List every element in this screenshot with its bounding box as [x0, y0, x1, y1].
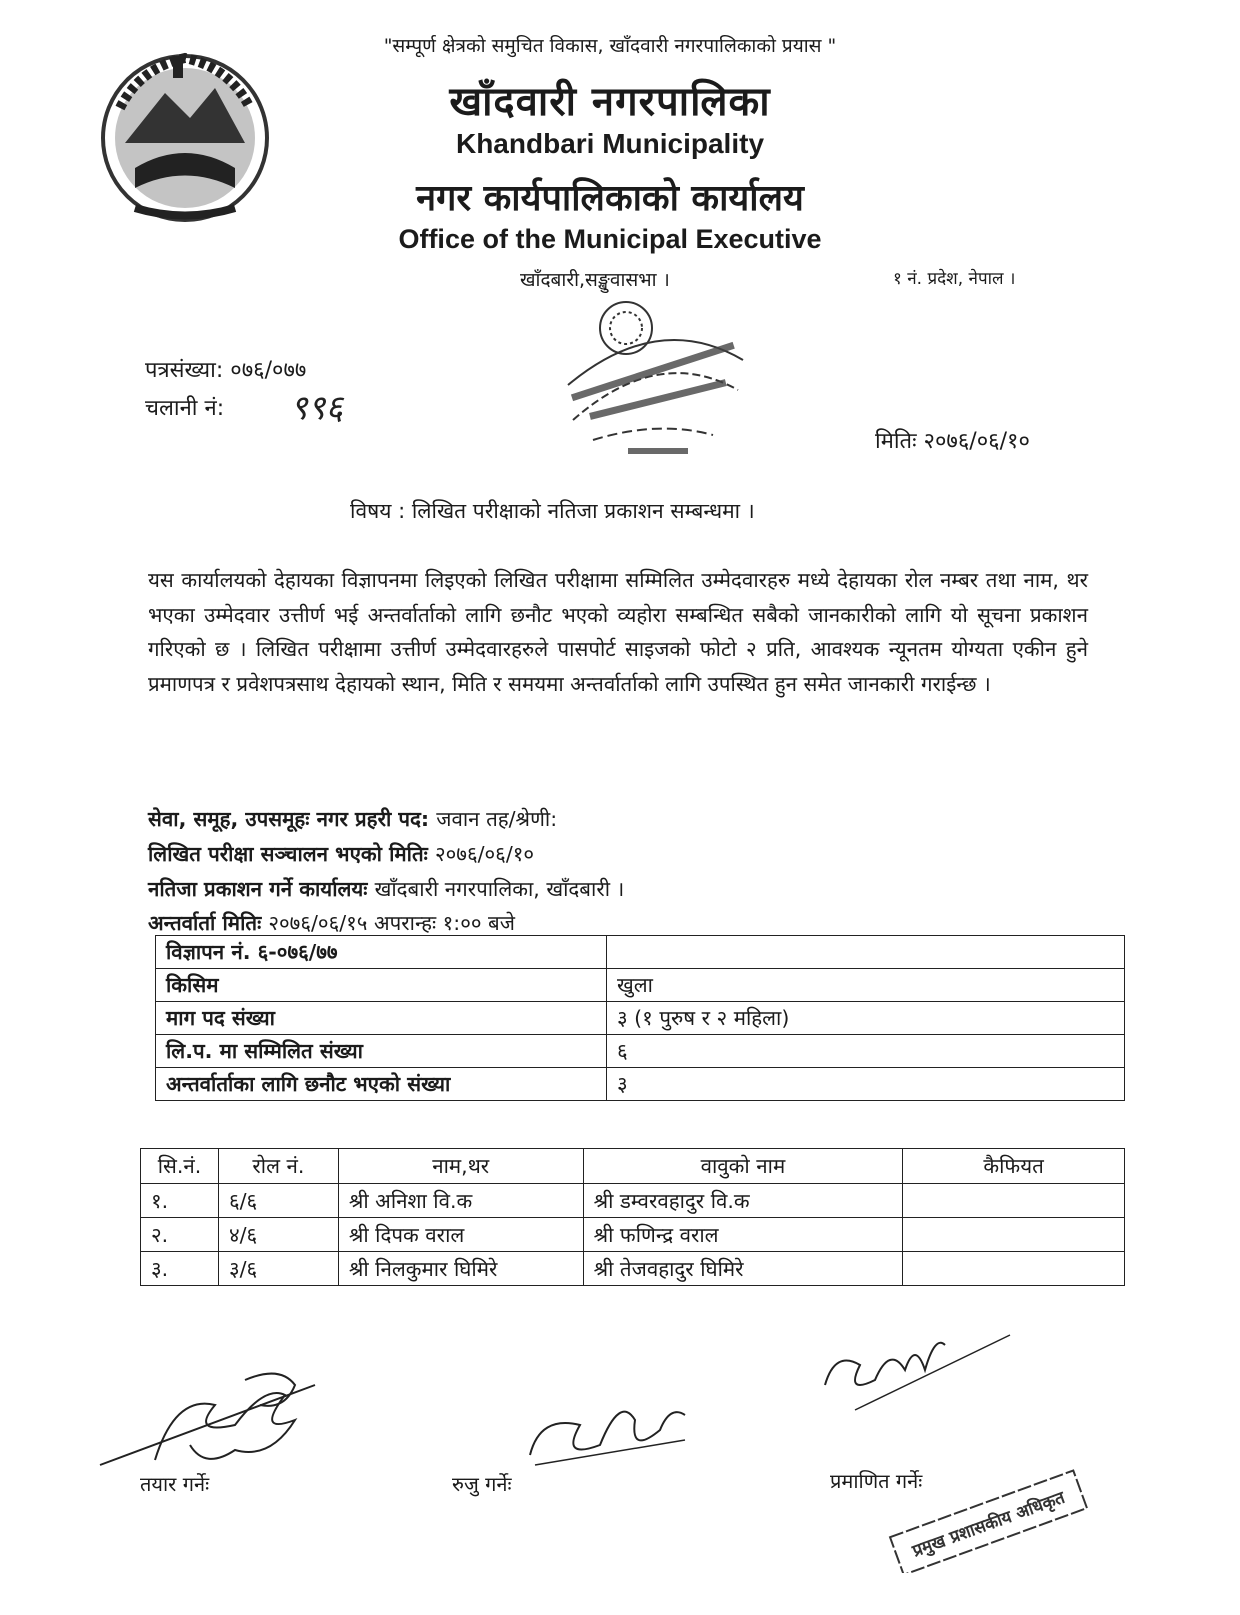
interview-date-value: २०७६/०६/१५ अपरान्हः १:०० बजे — [268, 911, 515, 935]
table-row — [156, 969, 1125, 1002]
table-row — [156, 936, 1125, 969]
ad-label-cell: अन्तर्वार्ताका लागि छनौट भएको संख्या — [156, 1068, 607, 1101]
column-header: कैफियत — [903, 1149, 1125, 1184]
preparer-signature-icon — [95, 1365, 325, 1475]
ad-label-cell: माग पद संख्या — [156, 1002, 607, 1035]
column-header: नाम,थर — [338, 1149, 583, 1184]
remarks-cell — [903, 1218, 1125, 1252]
date-label: मितिः — [875, 429, 917, 454]
publish-office-value: खाँदबारी नगरपालिका, खाँदबारी । — [374, 877, 625, 901]
table-row — [141, 1218, 1125, 1252]
roll-cell: ६/६ — [218, 1184, 338, 1218]
date-value: २०७६/०६/१० — [923, 429, 1030, 454]
checked-by-label: रुजु गर्नेः — [452, 1472, 512, 1496]
serial-cell: १. — [141, 1184, 219, 1218]
column-header: वावुको नाम — [583, 1149, 903, 1184]
office-name-en: Office of the Municipal Executive — [398, 224, 822, 254]
publish-office-label: नतिजा प्रकाशन गर्ने कार्यालयः — [148, 877, 368, 901]
table-row — [141, 1184, 1125, 1218]
reference-value: ०७६/०७७ — [230, 358, 307, 383]
exam-date-line — [148, 840, 534, 868]
column-header: रोल नं. — [218, 1149, 338, 1184]
table-row — [156, 1002, 1125, 1035]
advertisement-table — [155, 935, 1125, 1101]
name-cell: श्री निलकुमार घिमिरे — [338, 1252, 583, 1286]
column-header: सि.नं. — [141, 1149, 219, 1184]
table-row — [141, 1252, 1125, 1286]
office-round-stamp-icon — [548, 290, 768, 470]
ad-label-cell: विज्ञापन नं. ६-०७६/७७ — [156, 936, 607, 969]
ad-label-cell: लि.प. मा सम्मिलित संख्या — [156, 1035, 607, 1068]
subject-line: विषय : लिखित परीक्षाको नतिजा प्रकाशन सम्बन्धमा । — [350, 499, 755, 523]
service-group-value: जवान तह/श्रेणी: — [436, 807, 558, 831]
father-name-cell: श्री फणिन्द्र वराल — [583, 1218, 903, 1252]
notice-body: यस कार्यालयको देहायका विज्ञापनमा लिइएको लिखित परीक्षामा सम्मिलित उम्मेदवारहरु मध्ये देहायका रोल नम्बर तथा नाम, थर भएका उम्मेदवार उत्तीर्ण भई अन्तर्वार्ताको लागि छनौट भएको व्यहोरा सम्बन्धित सबैको जानकारीको लागि यो सूचना प्रकाशन गरिएको छ । लिखित परीक्षामा उत्तीर्ण उम्मेदवारहरुले पासपोर्ट साइजको फोटो २ प्रति, आवश्यक न्यूनतम योग्यता एकीन हुने प्रमाणपत्र र प्रवेशपत्रसाथ देहायको स्थान, मिति र समयमा अन्तर्वार्ताको लागि उपस्थित हुन समेत जानकारी गराईन्छ । — [148, 568, 1088, 696]
motto: "सम्पूर्ण क्षेत्रको समुचित विकास, खाँदवारी नगरपालिकाको प्रयास " — [383, 35, 837, 57]
municipality-name-en: Khandbari Municipality — [455, 128, 765, 159]
chief-officer-stamp-text: प्रमुख प्रशासकीय अधिकृत — [909, 1487, 1068, 1562]
service-group-line — [148, 805, 557, 833]
interview-date-line — [148, 909, 515, 937]
results-table — [140, 1148, 1125, 1286]
roll-cell: ३/६ — [218, 1252, 338, 1286]
serial-cell: ३. — [141, 1252, 219, 1286]
reference-label: पत्रसंख्या: — [145, 358, 224, 383]
name-cell: श्री अनिशा वि.क — [338, 1184, 583, 1218]
exam-date-value: २०७६/०६/१० — [434, 842, 535, 866]
ad-value-cell — [607, 936, 1125, 969]
father-name-cell: श्री तेजवहादुर घिमिरे — [583, 1252, 903, 1286]
approved-by-label: प्रमाणित गर्नेः — [830, 1469, 923, 1493]
name-cell: श्री दिपक वराल — [338, 1218, 583, 1252]
letter-date — [875, 425, 1030, 455]
table-header-row — [141, 1149, 1125, 1184]
ad-value-cell: खुला — [607, 969, 1125, 1002]
ad-value-cell: ३ (१ पुरुष र २ महिला) — [607, 1002, 1125, 1035]
municipality-name-np: खाँदवारी नगरपालिका — [449, 79, 771, 125]
chief-officer-stamp — [880, 1468, 1095, 1573]
prepared-by-label: तयार गर्नेः — [140, 1472, 210, 1496]
checker-signature-icon — [520, 1385, 690, 1475]
chalani-label: चलानी नं: — [145, 396, 225, 421]
reference-number — [145, 354, 306, 384]
office-name-np: नगर कार्यपालिकाको कार्यालय — [416, 178, 804, 219]
ad-value-cell: ३ — [607, 1068, 1125, 1101]
roll-cell: ४/६ — [218, 1218, 338, 1252]
chalani-number-handwritten: ९९६ — [290, 388, 344, 428]
table-row — [156, 1035, 1125, 1068]
approver-signature-icon — [815, 1325, 1015, 1415]
exam-date-label: लिखित परीक्षा सञ्चालन भएको मितिः — [148, 842, 428, 866]
province: १ नं. प्रदेश, नेपाल । — [893, 269, 1016, 289]
remarks-cell — [903, 1252, 1125, 1286]
remarks-cell — [903, 1184, 1125, 1218]
service-group-label: सेवा, समूह, उपसमूहः नगर प्रहरी पद: — [148, 807, 430, 831]
father-name-cell: श्री डम्वरवहादुर वि.क — [583, 1184, 903, 1218]
table-row — [156, 1068, 1125, 1101]
serial-cell: २. — [141, 1218, 219, 1252]
address: खाँदबारी,सङ्खुवासभा । — [520, 269, 670, 291]
nepal-government-emblem-icon — [95, 48, 275, 228]
publish-office-line — [148, 875, 624, 903]
ad-value-cell: ६ — [607, 1035, 1125, 1068]
ad-label-cell: किसिम — [156, 969, 607, 1002]
interview-date-label: अन्तर्वार्ता मितिः — [148, 911, 262, 935]
